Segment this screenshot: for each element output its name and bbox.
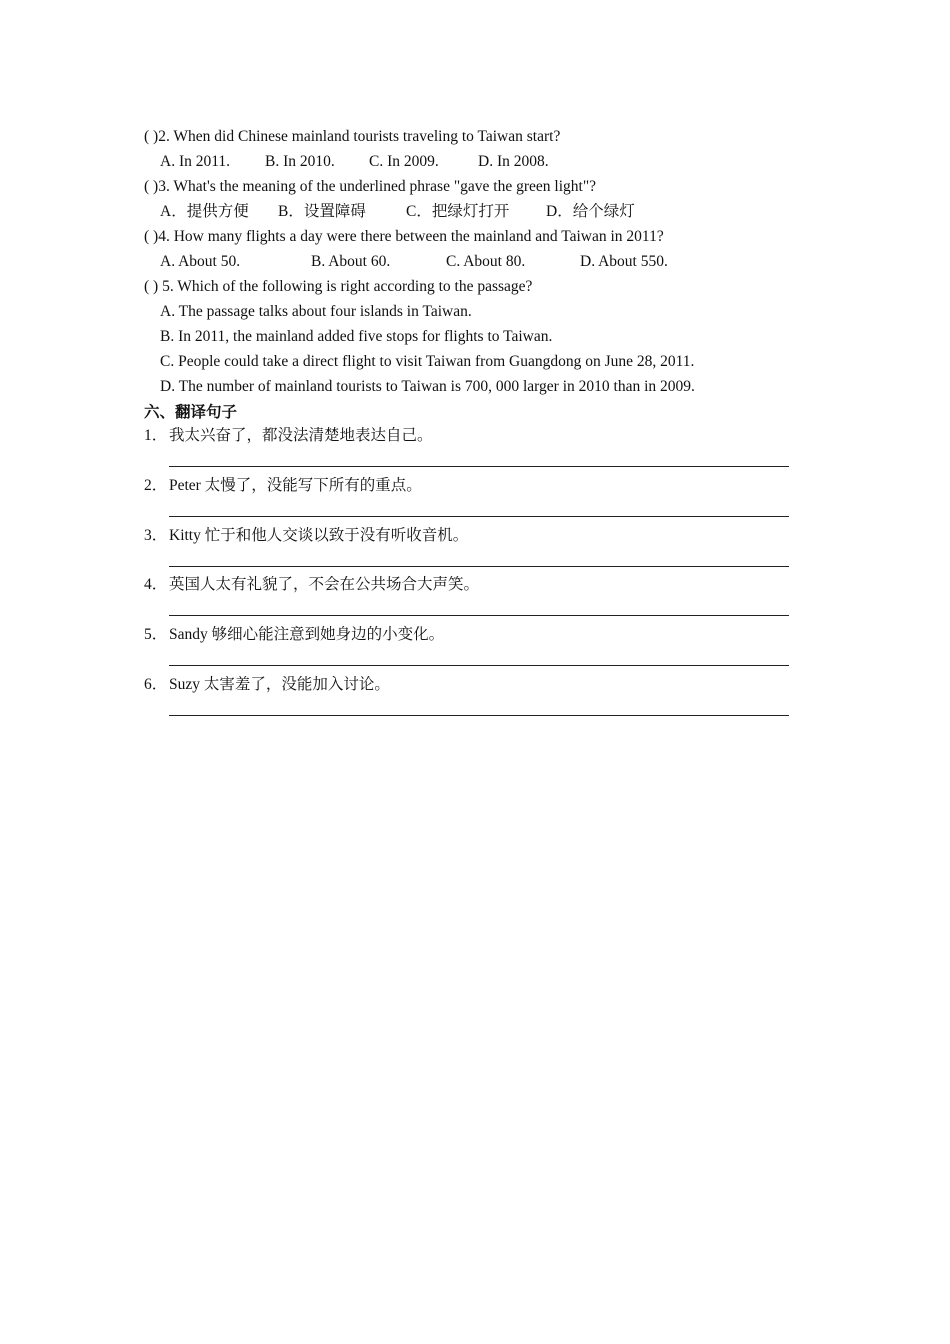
answer-line-1[interactable] bbox=[169, 466, 789, 467]
item-number: 5． bbox=[144, 626, 168, 643]
item-number: 1． bbox=[144, 427, 168, 444]
q2-option-d: D. In 2008. bbox=[478, 153, 549, 170]
q5-option-c: C. People could take a direct flight to visit Taiwan from Guangdong on June 28, 2011. bbox=[160, 353, 695, 370]
translation-item-5 bbox=[144, 625, 444, 645]
answer-line-3[interactable] bbox=[169, 566, 789, 567]
translation-item-1 bbox=[144, 426, 433, 446]
answer-line-2[interactable] bbox=[169, 516, 789, 517]
translation-item-2 bbox=[144, 476, 422, 496]
q4-option-d: D. About 550. bbox=[580, 253, 668, 270]
answer-line-5[interactable] bbox=[169, 665, 789, 666]
question-3-stem: ( )3. What's the meaning of the underlined phrase "gave the green light"? bbox=[144, 178, 597, 195]
answer-line-6[interactable] bbox=[169, 715, 789, 716]
q4-option-b: B. About 60. bbox=[311, 253, 391, 270]
q3-option-a: A．提供方便 bbox=[160, 203, 249, 220]
q4-option-c: C. About 80. bbox=[446, 253, 526, 270]
q5-option-d: D. The number of mainland tourists to Taiwan is 700, 000 larger in 2010 than in 2009. bbox=[160, 378, 695, 395]
q5-option-b: B. In 2011, the mainland added five stops for flights to Taiwan. bbox=[160, 328, 553, 345]
q3-option-d: D．给个绿灯 bbox=[546, 203, 635, 220]
question-5-stem: ( ) 5. Which of the following is right according to the passage? bbox=[144, 278, 533, 295]
q2-option-c: C. In 2009. bbox=[369, 153, 439, 170]
translation-item-4 bbox=[144, 575, 479, 595]
answer-line-4[interactable] bbox=[169, 615, 789, 616]
question-4-stem: ( )4. How many flights a day were there between the mainland and Taiwan in 2011? bbox=[144, 228, 664, 245]
item-text: Peter 太慢了，没能写下所有的重点。 bbox=[169, 477, 422, 494]
section-title-translation: 六、翻译句子 bbox=[144, 403, 238, 421]
item-text: Sandy 够细心能注意到她身边的小变化。 bbox=[169, 626, 445, 643]
q4-option-a: A. About 50. bbox=[160, 253, 241, 270]
translation-item-3 bbox=[144, 526, 468, 546]
q2-option-b: B. In 2010. bbox=[265, 153, 335, 170]
question-2-stem: ( )2. When did Chinese mainland tourists traveling to Taiwan start? bbox=[144, 128, 561, 145]
translation-item-6 bbox=[144, 675, 390, 695]
item-text: 我太兴奋了，都没法清楚地表达自己。 bbox=[169, 427, 433, 444]
q2-option-a: A. In 2011. bbox=[160, 153, 231, 170]
q3-option-b: B．设置障碍 bbox=[278, 203, 366, 220]
item-number: 6． bbox=[144, 676, 168, 693]
q3-option-c: C．把绿灯打开 bbox=[406, 203, 510, 220]
item-text: Kitty 忙于和他人交谈以致于没有听收音机。 bbox=[169, 527, 469, 544]
q5-option-a: A. The passage talks about four islands in Taiwan. bbox=[160, 303, 472, 320]
item-number: 2． bbox=[144, 477, 168, 494]
item-number: 4． bbox=[144, 576, 168, 593]
item-text: 英国人太有礼貌了，不会在公共场合大声笑。 bbox=[169, 576, 480, 593]
item-text: Suzy 太害羞了，没能加入讨论。 bbox=[169, 676, 390, 693]
item-number: 3． bbox=[144, 527, 168, 544]
